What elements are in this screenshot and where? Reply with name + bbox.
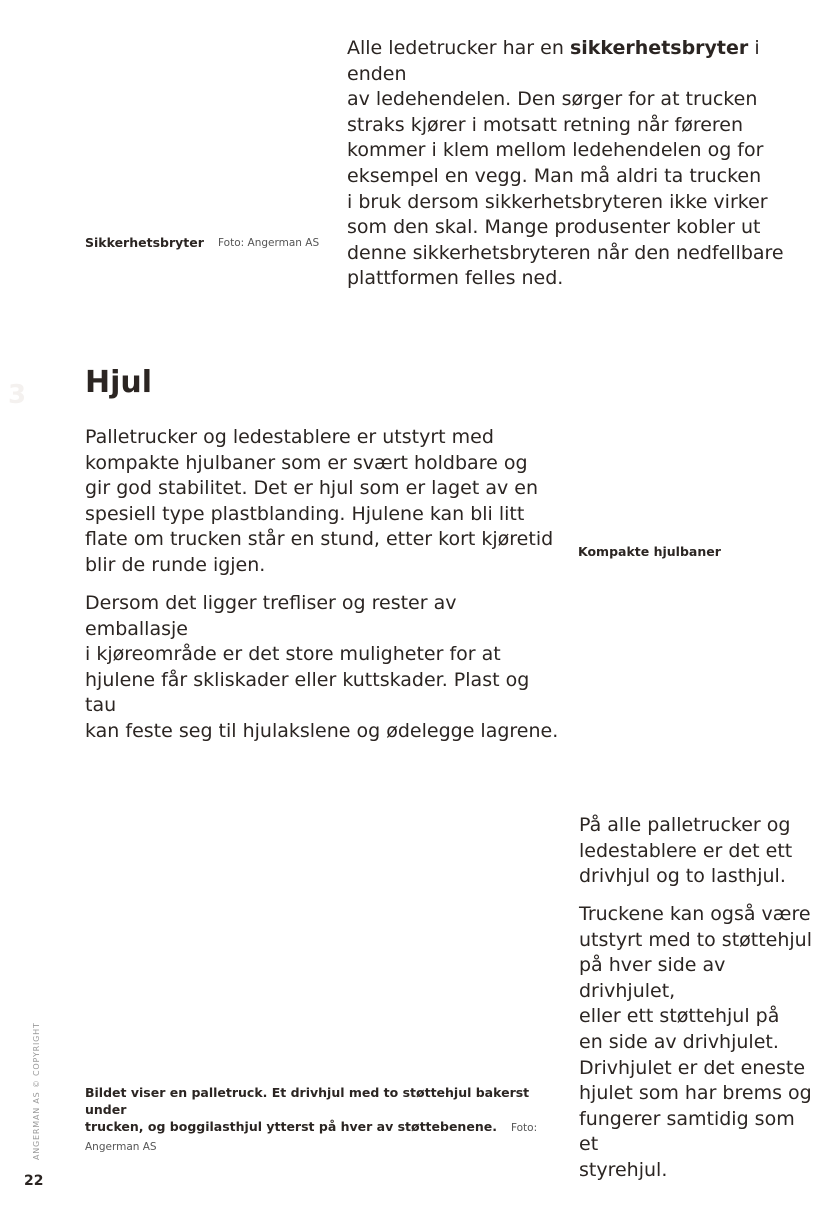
text-line: kan feste seg til hjulakslene og ødelegge lagrene. bbox=[85, 719, 559, 742]
text-line: eller ett støttehjul på bbox=[579, 1005, 780, 1028]
intro-line: eksempel en vegg. Man må aldri ta trucken bbox=[347, 164, 762, 187]
text-line: drivhjul og to lasthjul. bbox=[579, 865, 786, 888]
photo-credit-bottom: Foto: Angerman AS bbox=[85, 1122, 538, 1153]
photo-caption-sikkerhetsbryter: Sikkerhetsbryter bbox=[85, 235, 204, 250]
photo-caption-palletruck bbox=[85, 1084, 555, 1156]
intro-line: i bruk dersom sikkerhetsbryteren ikke virker bbox=[347, 190, 768, 213]
intro-line: av ledehendelen. Den sørger for at trucken bbox=[347, 88, 758, 111]
photo-caption-hjulbaner: Kompakte hjulbaner bbox=[578, 544, 721, 559]
intro-line: denne sikkerhetsbryteren når den nedfellbare bbox=[347, 241, 784, 264]
copyright-notice: ANGERMAN AS © COPYRIGHT bbox=[32, 1022, 41, 1160]
intro-line: kommer i klem mellom ledehendelen og for bbox=[347, 139, 764, 162]
intro-line: som den skal. Mange produsenter kobler ut bbox=[347, 216, 761, 239]
text-line: hjulene får skliskader eller kuttskader. Plast og tau bbox=[85, 668, 530, 717]
chapter-number: 3 bbox=[8, 380, 27, 410]
intro-paragraph bbox=[347, 36, 807, 292]
intro-line-1: Alle ledetrucker har en sikkerhetsbryter i enden bbox=[347, 37, 760, 85]
text-line: på hver side av drivhjulet, bbox=[579, 954, 726, 1002]
text-line: flate om trucken står en stund, etter kort kjøretid bbox=[85, 528, 554, 551]
intro-line: straks kjører i motsatt retning når føreren bbox=[347, 113, 744, 136]
text-line: hjulet som har brems og bbox=[579, 1082, 812, 1105]
page-number: 22 bbox=[24, 1173, 44, 1189]
text-line: spesiell type plastblanding. Hjulene kan bli litt bbox=[85, 502, 525, 525]
section-heading: Hjul bbox=[85, 365, 153, 400]
caption-line-1: Bildet viser en palletruck. Et drivhjul med to støttehjul bakerst under bbox=[85, 1085, 530, 1117]
text-line: ledestablere er det ett bbox=[579, 839, 793, 862]
drivhjul-paragraph-1 bbox=[579, 813, 815, 890]
photo-credit-top: Foto: Angerman AS bbox=[218, 237, 320, 249]
text-line: utstyrt med to støttehjul bbox=[579, 928, 813, 951]
text-line: kompakte hjulbaner som er svært holdbare og bbox=[85, 451, 528, 474]
text-line: en side av drivhjulet. bbox=[579, 1030, 779, 1053]
text-line: blir de runde igjen. bbox=[85, 553, 266, 576]
text-line: gir god stabilitet. Det er hjul som er laget av en bbox=[85, 477, 538, 500]
text-line: Drivhjulet er det eneste bbox=[579, 1056, 806, 1079]
caption-line-2: trucken, og boggilasthjul ytterst på hver av støttebenene. Foto: Angerman AS bbox=[85, 1119, 538, 1153]
text-line: Dersom det ligger trefliser og rester av emballasje bbox=[85, 592, 457, 640]
text-line: På alle palletrucker og bbox=[579, 814, 791, 836]
hjul-paragraph-2 bbox=[85, 591, 565, 745]
text-line: styrehjul. bbox=[579, 1158, 668, 1181]
text-line: Truckene kan også være bbox=[579, 903, 811, 925]
text-line: i kjøreområde er det store muligheter for at bbox=[85, 643, 501, 666]
hjul-paragraph-1 bbox=[85, 425, 565, 579]
drivhjul-paragraph-2 bbox=[579, 902, 815, 1184]
text-line: Palletrucker og ledestablere er utstyrt med bbox=[85, 426, 494, 448]
intro-line: plattformen felles ned. bbox=[347, 267, 564, 290]
text-line: fungerer samtidig som et bbox=[579, 1107, 795, 1156]
emphasis-sikkerhetsbryter: sikkerhetsbryter bbox=[569, 37, 749, 59]
